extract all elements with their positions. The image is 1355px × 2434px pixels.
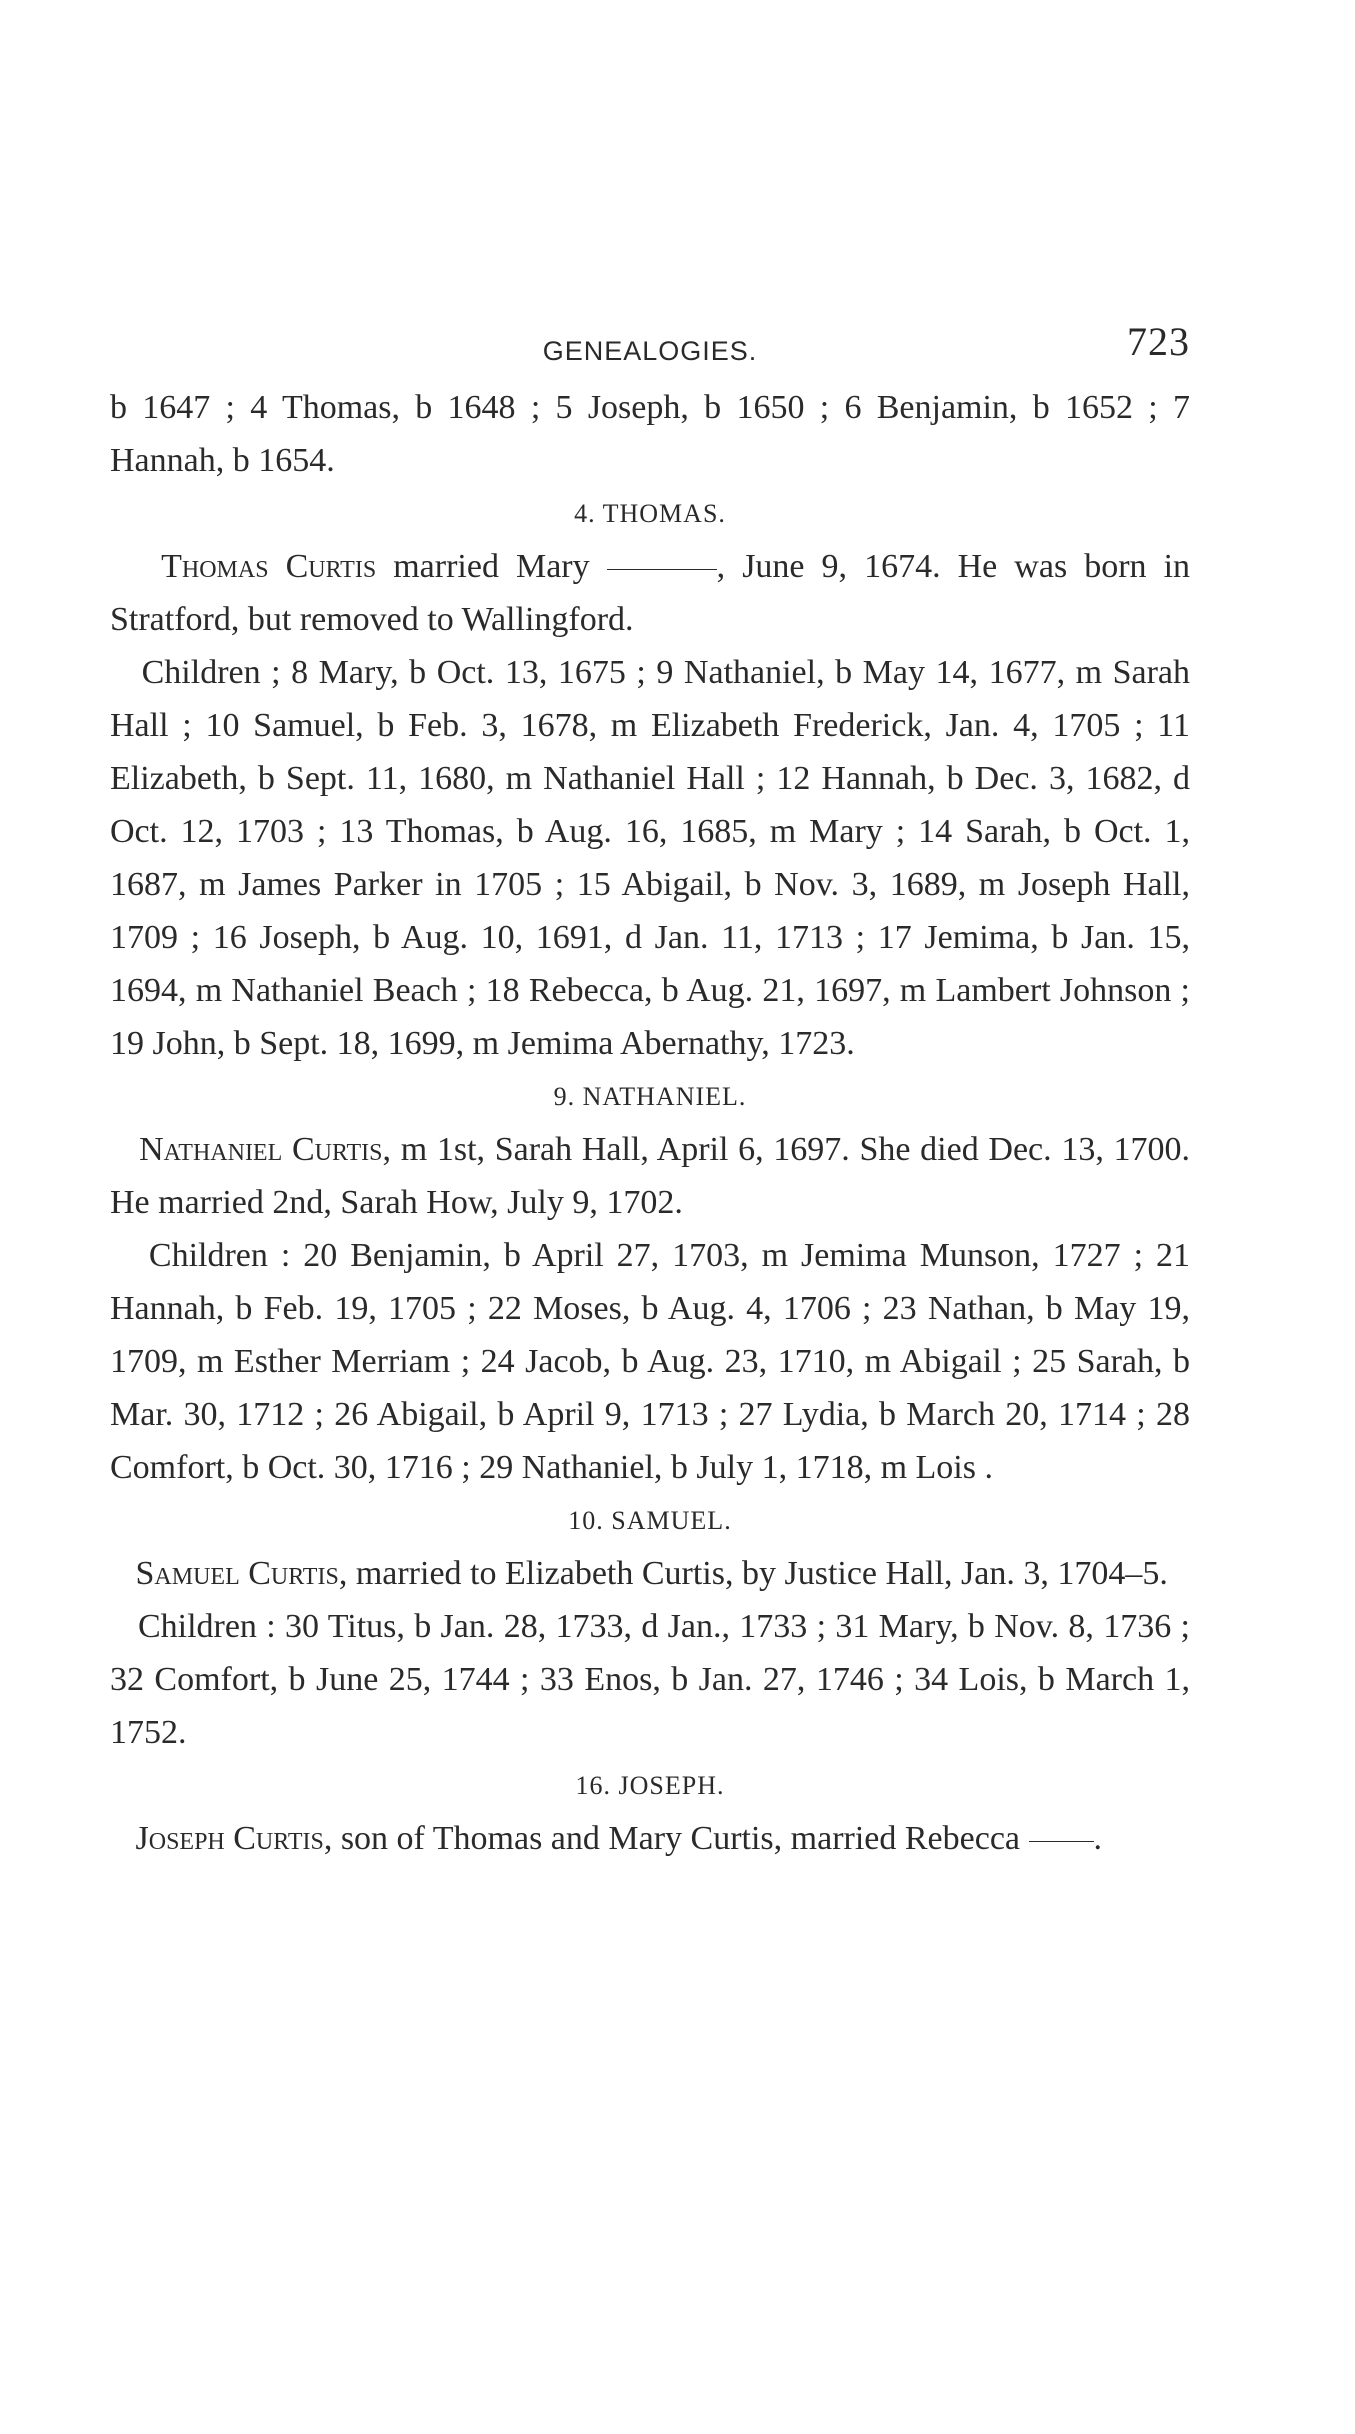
nathaniel-children-paragraph [110, 1229, 1190, 1494]
blank-dash [1029, 1841, 1094, 1842]
running-head [110, 315, 1190, 381]
joseph-p1-rest: , son of Thomas and Mary Curtis, married Rebecca [323, 1820, 1021, 1857]
section-heading-joseph: 16. JOSEPH. [575, 1771, 725, 1800]
samuel-p1-rest: , married to Elizabeth Curtis, by Justice Hall, Jan. 3, 1704–5. [338, 1555, 1168, 1592]
thomas-children-text: Children ; 8 Mary, b Oct. 13, 1675 ; 9 Nathaniel, b May 14, 1677, m Sarah Hall ; 10 Samuel, b Feb. 3, 1678, m Elizabeth Frederick, Jan. 4, 1705 ; 11 Elizabeth, b Sept. 11, 1680, m Nathaniel Hall ; 12 Hannah, b Dec. 3, 1682, d Oct. 12, 1703 ; 13 Thomas, b Aug. 16, 1685, m Mary ; 14 Sarah, b Oct. 1, 1687, m James Parker in 1705 ; 15 Abigail, b Nov. 3, 1689, m Joseph Hall, 1709 ; 16 Joseph, b Aug. 10, 1691, d Jan. 11, 1713 ; 17 Jemima, b Jan. 15, 1694, m Nathaniel Beach ; 18 Rebecca, b Aug. 21, 1697, m Lambert Johnson ; 19 John, b Sept. 18, 1699, m Jemima Abernathy, 1723. [110, 654, 1191, 1062]
book-page [110, 315, 1190, 1865]
samuel-lead-name: Samuel Curtis [135, 1555, 339, 1592]
thomas-paragraph [110, 540, 1190, 646]
intro-paragraph [110, 381, 1190, 487]
nathaniel-lead-name: Nathaniel Curtis [139, 1131, 383, 1168]
blank-dash [607, 569, 717, 570]
nathaniel-children-text: Children : 20 Benjamin, b April 27, 1703, m Jemima Munson, 1727 ; 21 Hannah, b Feb. 19, 1705 ; 22 Moses, b Aug. 4, 1706 ; 23 Nathan, b May 19, 1709, m Esther Merriam ; 24 Jacob, b Aug. 23, 1710, m Abigail ; 25 Sarah, b Mar. 30, 1712 ; 26 Abigail, b April 9, 1713 ; 27 Lydia, b March 20, 1714 ; 28 Comfort, b Oct. 30, 1716 ; 29 Nathaniel, b July 1, 1718, m Lois . [110, 1237, 1190, 1486]
samuel-children-paragraph [110, 1600, 1190, 1759]
thomas-children-paragraph [110, 646, 1190, 1070]
page-number: 723 [1127, 319, 1190, 364]
joseph-p1-after: . [1093, 1820, 1103, 1857]
nathaniel-p1-rest: m 1st, Sarah Hall, April 6, 1697. She died Dec. 13, 1700. He married 2nd, Sarah How, July 9, 1702. [110, 1131, 1190, 1221]
samuel-paragraph [110, 1547, 1190, 1600]
intro-text: b 1647 ; 4 Thomas, b 1648 ; 5 Joseph, b 1650 ; 6 Benjamin, b 1652 ; 7 Hannah, b 1654. [110, 389, 1190, 479]
joseph-lead-name: Joseph Curtis [135, 1820, 324, 1857]
joseph-paragraph [110, 1812, 1190, 1865]
nathaniel-paragraph: Nathaniel Curtis, m 1st, Sarah Hall, April 6, 1697. She died Dec. 13, 1700. He married 2nd, Sarah How, July 9, 1702. [110, 1131, 1190, 1221]
thomas-p1-after: , June 9, 1674. He was born in Stratford, but removed to Wallingford. [110, 548, 1191, 638]
section-heading-thomas: 4. THOMAS. [574, 499, 726, 528]
samuel-children-text: Children : 30 Titus, b Jan. 28, 1733, d Jan., 1733 ; 31 Mary, b Nov. 8, 1736 ; 32 Comfort, b June 25, 1744 ; 33 Enos, b Jan. 27, 1746 ; 34 Lois, b March 1, 1752. [110, 1608, 1190, 1751]
thomas-lead-name: Thomas Curtis [161, 548, 377, 585]
section-heading-nathaniel: 9. NATHANIEL. [553, 1082, 747, 1111]
thomas-p1-rest: married Mary [393, 548, 590, 585]
section-heading-samuel: 10. SAMUEL. [568, 1506, 732, 1535]
running-title: GENEALOGIES. [542, 336, 758, 366]
